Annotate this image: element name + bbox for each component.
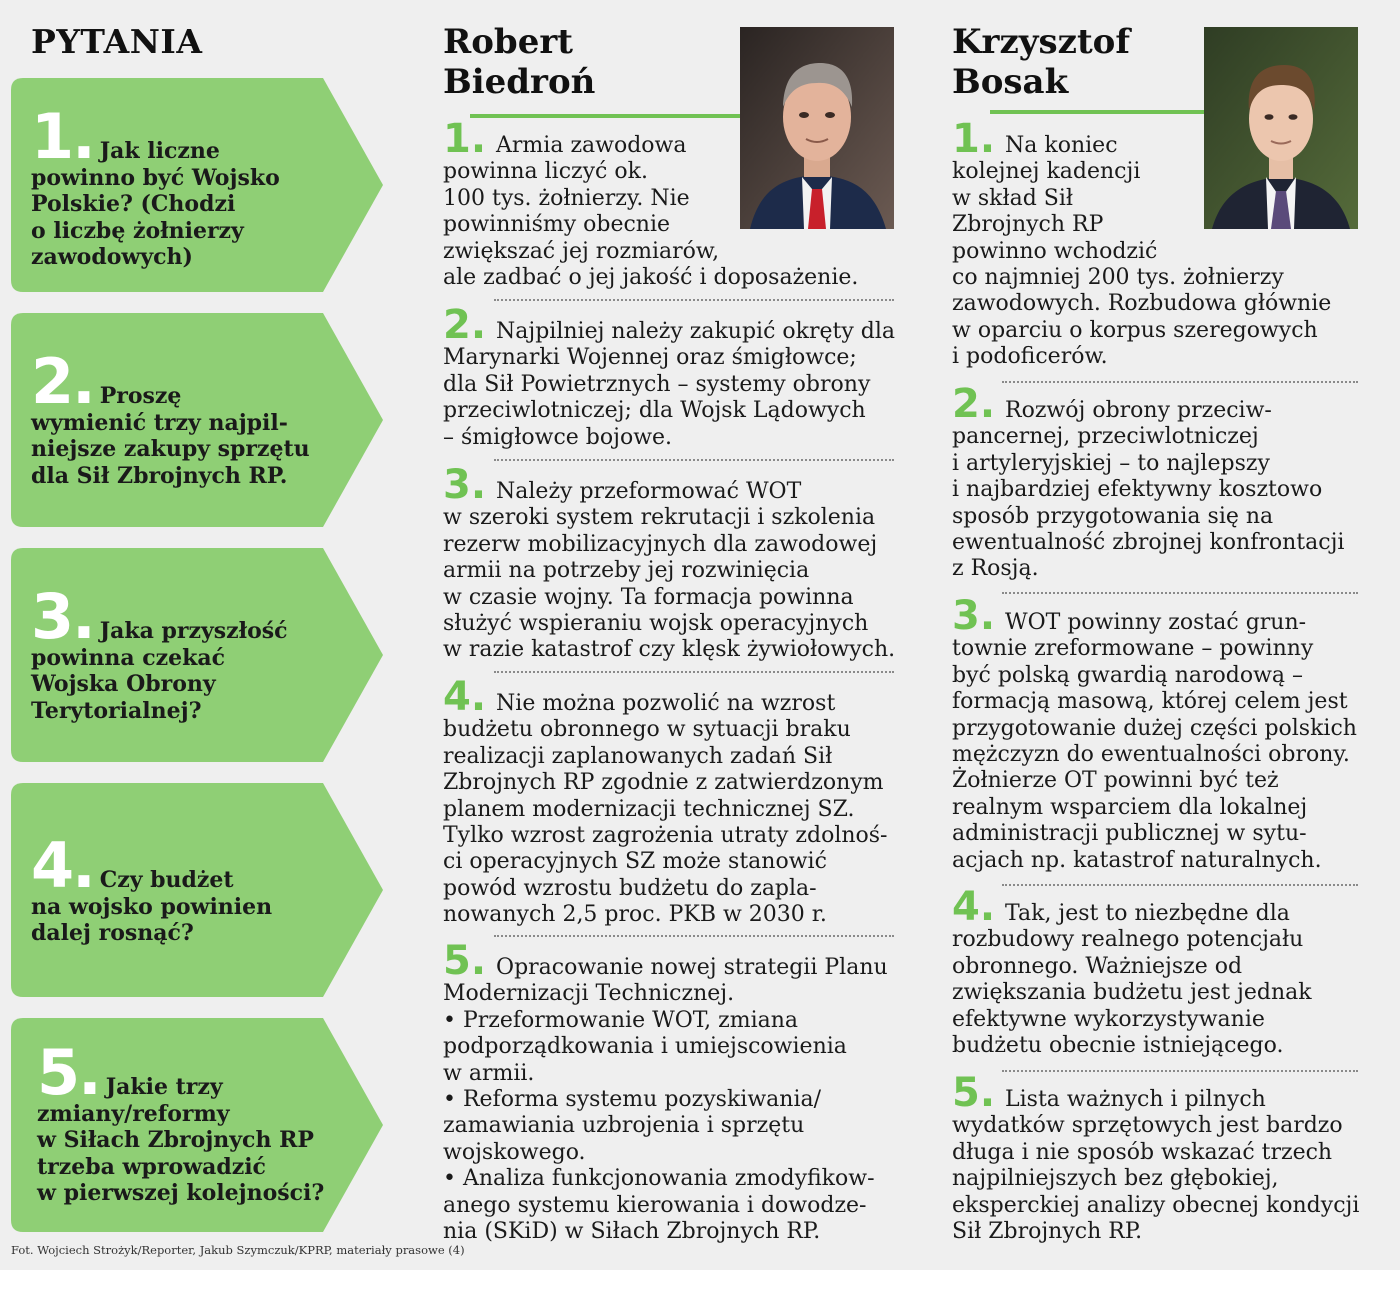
answer-lead: Lista ważnych i pilnych <box>1005 1087 1266 1112</box>
answer-line: w skład Sił <box>952 185 1074 211</box>
question-number: 4. <box>31 829 94 902</box>
question-line: Terytorialnej? <box>31 697 202 724</box>
question-line: powinna czekać <box>31 644 226 671</box>
question-lead: Jak liczne <box>99 138 220 164</box>
answer-line: obronnego. Ważniejsze od <box>952 953 1243 979</box>
divider <box>494 671 894 673</box>
answer-line: – śmigłowce bojowe. <box>443 424 673 450</box>
answer-line: powinna liczyć ok. <box>443 159 648 185</box>
answer-number: 4. <box>952 884 996 930</box>
answer-number: 5. <box>952 1070 996 1116</box>
answer-line: i podoficerów. <box>952 344 1108 370</box>
answer-line: budżetu obecnie istniejącego. <box>952 1033 1284 1059</box>
answer-lead: Armia zawodowa <box>496 133 687 158</box>
question-line: Wojska Obrony <box>31 671 216 697</box>
bosak-answer-5 <box>952 1070 1372 1245</box>
answer-lead: Tak, jest to niezbędne dla <box>1005 901 1290 926</box>
question-line: na wojsko powinien <box>31 893 273 920</box>
answer-line: służyć wspieraniu wojsk operacyjnych <box>443 611 869 637</box>
answer-line: podporządkowania i umiejscowienia <box>443 1034 847 1060</box>
answer-line: powinniśmy obecnie <box>443 212 671 238</box>
answer-line: rezerw mobilizacyjnych dla zawodowej <box>443 531 878 557</box>
question-number: 1. <box>31 100 94 173</box>
answer-line: w czasie wojny. Ta formacja powinna <box>443 584 854 610</box>
question-box-4 <box>11 783 383 997</box>
answer-number: 1. <box>952 116 996 162</box>
answer-line: przygotowanie dużej części polskich <box>952 715 1357 741</box>
answer-line: najpilniejszych bez głębokiej, <box>952 1166 1279 1192</box>
answer-line: w razie katastrof czy klęsk żywiołowych. <box>443 637 896 663</box>
question-text <box>31 100 331 271</box>
answer-number: 4. <box>443 674 487 720</box>
answer-lead: Najpilniej należy zakupić okręty dla <box>496 319 896 344</box>
answer-number: 5. <box>443 938 487 984</box>
biedron-answer-1 <box>443 116 903 291</box>
answer-number: 2. <box>952 381 996 427</box>
answer-line: w szeroki system rekrutacji i szkolenia <box>443 505 876 531</box>
question-lead: Czy budżet <box>99 867 234 893</box>
answer-line: powód wzrostu budżetu do zapla- <box>443 875 817 901</box>
answer-line: być polską gwardią narodową – <box>952 662 1304 688</box>
answer-line: dla Sił Powietrznych – systemy obrony <box>443 371 871 397</box>
question-line: trzeba wprowadzić <box>37 1153 266 1180</box>
answer-line: ewentualność zbrojnej konfrontacji <box>952 530 1345 556</box>
candidate-name-biedron <box>443 22 595 102</box>
divider <box>494 935 894 937</box>
answer-number: 2. <box>443 302 487 348</box>
candidate-last-name: Biedroń <box>443 62 596 102</box>
divider <box>494 299 894 301</box>
answer-line: Sił Zbrojnych RP. <box>952 1219 1143 1245</box>
question-line: o liczbę żołnierzy <box>31 217 244 244</box>
question-number: 5. <box>37 1036 100 1109</box>
answer-line: z Rosją. <box>952 556 1039 582</box>
answer-lead: Na koniec <box>1005 133 1118 158</box>
answer-line: eksperckiej analizy obecnej kondycji <box>952 1192 1360 1218</box>
answer-line: przeciwlotniczej; dla Wojsk Lądowych <box>443 398 866 424</box>
answer-number: 3. <box>443 462 487 508</box>
answer-line: formacją masową, której celem jest <box>952 689 1348 715</box>
answer-line: 100 tys. żołnierzy. Nie <box>443 185 690 211</box>
bosak-answer-1 <box>952 116 1372 371</box>
question-line: zmiany/reformy <box>37 1100 230 1127</box>
answer-line: długa i nie sposób wskazać trzech <box>952 1139 1333 1165</box>
bosak-answer-4 <box>952 884 1372 1059</box>
question-box-3 <box>11 548 383 762</box>
answer-line: Zbrojnych RP <box>952 212 1104 238</box>
answer-line: powinno wchodzić <box>952 238 1158 264</box>
answer-line: pancernej, przeciwlotniczej <box>952 424 1259 450</box>
bosak-answer-2 <box>952 381 1372 583</box>
answer-line: realnym wsparciem dla lokalnej <box>952 794 1308 820</box>
answer-line: sposób przygotowania się na <box>952 503 1274 529</box>
answer-line: acjach np. katastrof naturalnych. <box>952 847 1322 873</box>
candidate-first-name: Krzysztof <box>952 22 1130 62</box>
question-line: dalej rosnąć? <box>31 920 194 946</box>
answer-lead: Rozwój obrony przeciw- <box>1005 398 1272 423</box>
answer-line: nia (SKiD) w Siłach Zbrojnych RP. <box>443 1219 821 1245</box>
question-number: 3. <box>31 580 94 653</box>
answer-line: • Przeformowanie WOT, zmiana <box>443 1007 799 1033</box>
photo-credit: Fot. Wojciech Strożyk/Reporter, Jakub Szymczuk/KPRP, materiały prasowe (4) <box>11 1243 465 1257</box>
question-line: Polskie? (Chodzi <box>31 191 236 217</box>
answer-line: planem modernizacji technicznej SZ. <box>443 796 855 822</box>
candidate-first-name: Robert <box>443 22 573 62</box>
answer-number: 1. <box>443 116 487 162</box>
question-line: w Siłach Zbrojnych RP <box>37 1127 314 1153</box>
answer-line: zwiększania budżetu jest jednak <box>952 980 1312 1006</box>
answer-line: wydatków sprzętowych jest bardzo <box>952 1113 1343 1139</box>
answer-line: co najmniej 200 tys. żołnierzy <box>952 265 1284 291</box>
question-text <box>31 829 331 947</box>
answer-lead: Opracowanie nowej strategii Planu <box>496 955 888 980</box>
answer-line: ale zadbać o jej jakość i doposażenie. <box>443 265 859 291</box>
question-box-5 <box>11 1018 383 1232</box>
question-box-1 <box>11 78 383 292</box>
answer-line: zwiększać jej rozmiarów, <box>443 238 720 264</box>
answer-line: budżetu obronnego w sytuacji braku <box>443 717 851 743</box>
question-line: wymienić trzy najpil- <box>31 409 288 436</box>
answer-line: Zbrojnych RP zgodnie z zatwierdzonym <box>443 770 884 796</box>
questions-heading: PYTANIA <box>31 22 203 61</box>
answer-line: anego systemu kierowania i dowodze- <box>443 1192 867 1218</box>
answer-line: rozbudowy realnego potencjału <box>952 927 1304 953</box>
answer-line: • Reforma systemu pozyskiwania/ <box>443 1087 822 1113</box>
answer-line: Żołnierze OT powinni być też <box>952 768 1279 794</box>
answer-line: realizacji zaplanowanych zadań Sił <box>443 743 833 769</box>
name-underline-bosak <box>990 110 1205 114</box>
bosak-answer-3 <box>952 593 1372 874</box>
answer-line: zamawiania uzbrojenia i sprzętu <box>443 1113 805 1139</box>
biedron-answer-2 <box>443 302 903 451</box>
question-text <box>31 345 331 489</box>
question-line: niejsze zakupy sprzętu <box>31 436 310 462</box>
answer-number: 3. <box>952 593 996 639</box>
answer-line: zawodowych. Rozbudowa głównie <box>952 291 1332 317</box>
divider <box>1002 381 1358 383</box>
divider <box>1002 1070 1358 1072</box>
answer-line: administracji publicznej w sytu- <box>952 821 1307 847</box>
divider <box>494 459 894 461</box>
answer-line: i najbardziej efektywny kosztowo <box>952 477 1323 503</box>
answer-line: armii na potrzeby jej rozwinięcia <box>443 558 810 584</box>
divider <box>1002 592 1358 594</box>
biedron-answer-5 <box>443 938 903 1245</box>
answer-line: wojskowego. <box>443 1139 586 1165</box>
answer-line: • Analiza funkcjonowania zmodyfikow- <box>443 1166 875 1192</box>
question-line: powinno być Wojsko <box>31 164 280 191</box>
answer-line: mężczyzn do ewentualności obrony. <box>952 742 1350 768</box>
answer-lead: Nie można pozwolić na wzrost <box>496 691 836 716</box>
question-line: zawodowych) <box>31 244 193 270</box>
answer-line: kolejnej kadencji <box>952 159 1141 185</box>
name-underline-biedron <box>470 114 742 118</box>
answer-line: w armii. <box>443 1060 535 1086</box>
question-number: 2. <box>31 345 94 418</box>
answer-line: townie zreformowane – powinny <box>952 636 1314 662</box>
candidate-last-name: Bosak <box>952 62 1069 102</box>
answer-line: nowanych 2,5 proc. PKB w 2030 r. <box>443 902 827 928</box>
answer-line: ci operacyjnych SZ może stanowić <box>443 849 827 875</box>
question-lead: Proszę <box>99 383 182 409</box>
answer-line: efektywne wykorzystywanie <box>952 1006 1265 1032</box>
question-box-2 <box>11 313 383 527</box>
candidate-name-bosak <box>952 22 1130 102</box>
question-line: w pierwszej kolejności? <box>37 1180 325 1206</box>
answer-line: w oparciu o korpus szeregowych <box>952 317 1318 343</box>
question-lead: Jakie trzy <box>105 1074 223 1100</box>
answer-line: Modernizacji Technicznej. <box>443 981 735 1007</box>
question-text <box>37 1036 357 1207</box>
answer-line: Tylko wzrost zagrożenia utraty zdolnoś- <box>443 823 888 849</box>
biedron-answer-3 <box>443 462 903 664</box>
biedron-answer-4 <box>443 674 903 929</box>
question-line: dla Sił Zbrojnych RP. <box>31 462 288 489</box>
answer-line: i artyleryjskiej – to najlepszy <box>952 450 1270 476</box>
answer-lead: WOT powinny zostać grun- <box>1005 610 1307 635</box>
question-lead: Jaka przyszłość <box>99 618 288 644</box>
answer-lead: Należy przeformować WOT <box>496 479 802 504</box>
divider <box>1002 884 1358 886</box>
answer-line: Marynarki Wojennej oraz śmigłowce; <box>443 345 857 371</box>
question-text <box>31 580 331 724</box>
